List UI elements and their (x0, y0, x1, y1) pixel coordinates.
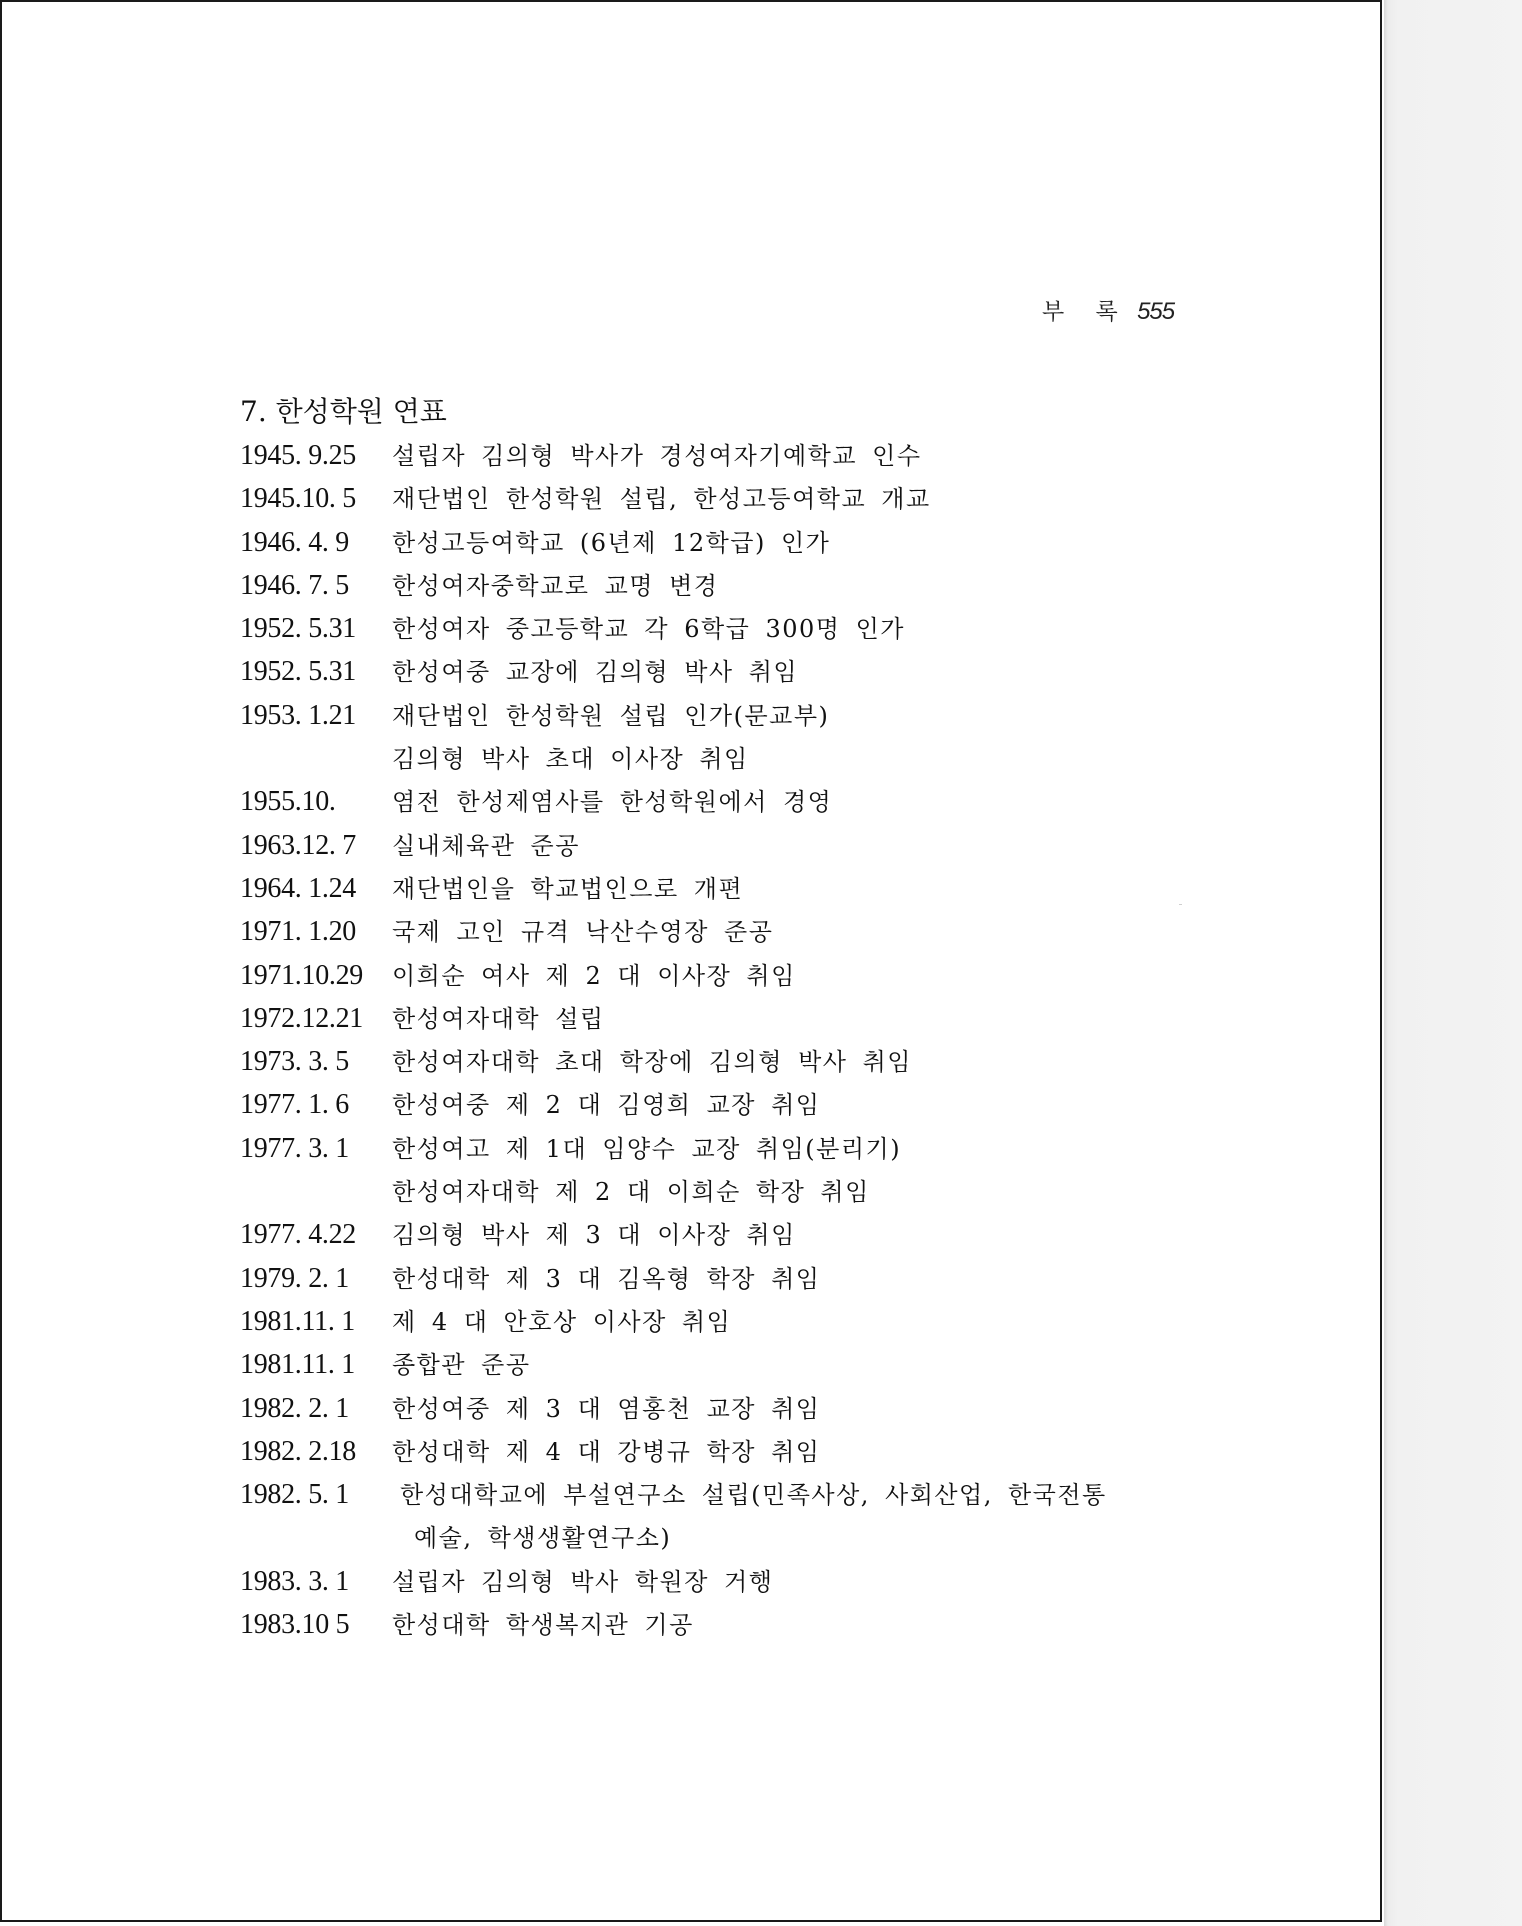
entry-date: 1981.11. 1 (240, 1349, 355, 1381)
entry-date: 1977. 3. 1 (240, 1132, 350, 1164)
entry-date: 1971. 1.20 (240, 916, 357, 948)
timeline-entry (240, 1564, 1200, 1607)
timeline-entry (240, 1131, 1200, 1174)
timeline-entry-continuation (240, 1174, 1200, 1217)
entry-text: 김의형 박사 제 3 대 이사장 취임 (392, 1221, 796, 1250)
section-title: 7. 한성학원 연표 (240, 395, 447, 428)
entry-text: 한성대학 학생복지관 기공 (392, 1611, 694, 1640)
timeline-entry (240, 958, 1200, 1001)
entry-date: 1973. 3. 5 (240, 1046, 350, 1078)
timeline-entry (240, 828, 1200, 871)
entry-date: 1983.10 5 (240, 1609, 350, 1641)
timeline-entry (240, 1477, 1200, 1520)
entry-text: 한성여자대학 제 2 대 이희순 학장 취임 (392, 1178, 870, 1207)
scan-speck (1179, 904, 1182, 905)
entry-text: 이희순 여사 제 2 대 이사장 취임 (392, 961, 796, 990)
page-number: 555 (1137, 298, 1175, 325)
entry-date: 1946. 7. 5 (240, 569, 350, 601)
timeline-entry (240, 1217, 1200, 1260)
entry-date: 1977. 1. 6 (240, 1089, 350, 1121)
timeline-entry (240, 611, 1200, 654)
entry-text: 재단법인 한성학원 설립, 한성고등여학교 개교 (392, 485, 931, 514)
entry-text: 재단법인 한성학원 설립 인가(문교부) (392, 701, 830, 730)
entry-text: 재단법인을 학교법인으로 개편 (392, 874, 744, 903)
entry-date: 1955.10. (240, 786, 336, 818)
entry-text: 예술, 학생생활연구소) (414, 1524, 672, 1553)
entry-text: 한성대학교에 부설연구소 설립(민족사상, 사회산업, 한국전통 (400, 1481, 1107, 1510)
entry-text: 국제 고인 규격 낙산수영장 준공 (392, 918, 774, 947)
entry-text: 설립자 김의형 박사가 경성여자기예학교 인수 (392, 442, 922, 470)
timeline-entry (240, 481, 1200, 524)
timeline-entry (240, 654, 1200, 697)
entry-text: 한성여자중학교로 교명 변경 (392, 571, 719, 600)
entry-text: 한성여자 중고등학교 각 6학급 300명 인가 (392, 615, 905, 644)
entry-date: 1977. 4.22 (240, 1219, 357, 1251)
timeline-entry (240, 1434, 1200, 1477)
timeline-entry-continuation (240, 741, 1200, 784)
timeline-entry (240, 1347, 1200, 1390)
entry-date: 1982. 5. 1 (240, 1479, 350, 1511)
entry-text: 한성여자대학 설립 (392, 1004, 605, 1033)
entry-date: 1972.12.21 (240, 1002, 364, 1034)
entry-text: 한성여자대학 초대 학장에 김의형 박사 취임 (392, 1048, 912, 1077)
timeline-entry (240, 438, 1200, 481)
running-head (1042, 293, 1175, 327)
entry-date: 1982. 2. 1 (240, 1392, 350, 1424)
entry-text: 실내체육관 준공 (392, 831, 580, 860)
entry-date: 1982. 2.18 (240, 1435, 357, 1467)
entry-date: 1945. 9.25 (240, 440, 357, 471)
entry-date: 1946. 4. 9 (240, 526, 350, 558)
entry-date: 1963.12. 7 (240, 829, 357, 861)
entry-text: 한성고등여학교 (6년제 12학급) 인가 (392, 528, 831, 557)
timeline-entry (240, 1607, 1200, 1650)
timeline-entry-continuation (240, 1520, 1200, 1563)
entry-date: 1979. 2. 1 (240, 1262, 350, 1294)
timeline-entry (240, 871, 1200, 914)
entry-date: 1945.10. 5 (240, 483, 357, 515)
timeline-entry (240, 1044, 1200, 1087)
entry-date: 1952. 5.31 (240, 613, 357, 645)
entry-text: 제 4 대 안호상 이사장 취임 (392, 1307, 732, 1336)
timeline-entry (240, 698, 1200, 741)
entry-text: 한성여중 제 3 대 염홍천 교장 취임 (392, 1394, 821, 1423)
timeline-entry (240, 784, 1200, 827)
entry-text: 한성여중 교장에 김의형 박사 취임 (392, 658, 799, 687)
entry-text: 설립자 김의형 박사 학원장 거행 (392, 1567, 774, 1596)
entry-text: 김의형 박사 초대 이사장 취임 (392, 745, 749, 774)
timeline-entry (240, 1304, 1200, 1347)
timeline-entry (240, 1391, 1200, 1434)
timeline-entry (240, 525, 1200, 568)
entry-date: 1964. 1.24 (240, 872, 357, 904)
timeline-entry (240, 568, 1200, 611)
entry-text: 한성대학 제 3 대 김옥형 학장 취임 (392, 1264, 821, 1293)
running-head-label: 부 록 (1042, 299, 1130, 325)
timeline-entry (240, 1001, 1200, 1044)
entry-date: 1952. 5.31 (240, 656, 357, 688)
entry-text: 염전 한성제염사를 한성학원에서 경영 (392, 788, 833, 817)
timeline-list (240, 438, 1200, 1650)
entry-text: 한성대학 제 4 대 강병규 학장 취임 (392, 1437, 821, 1466)
viewer-background (1384, 0, 1522, 1926)
entry-date: 1983. 3. 1 (240, 1565, 350, 1597)
entry-date: 1971.10.29 (240, 959, 364, 991)
entry-text: 종합관 준공 (392, 1351, 531, 1380)
entry-date: 1981.11. 1 (240, 1305, 355, 1337)
timeline-entry (240, 1087, 1200, 1130)
entry-date: 1953. 1.21 (240, 699, 357, 731)
entry-text: 한성여고 제 1대 임양수 교장 취임(분리기) (392, 1134, 902, 1163)
entry-text: 한성여중 제 2 대 김영희 교장 취임 (392, 1091, 821, 1120)
timeline-entry (240, 914, 1200, 957)
timeline-entry (240, 1261, 1200, 1304)
